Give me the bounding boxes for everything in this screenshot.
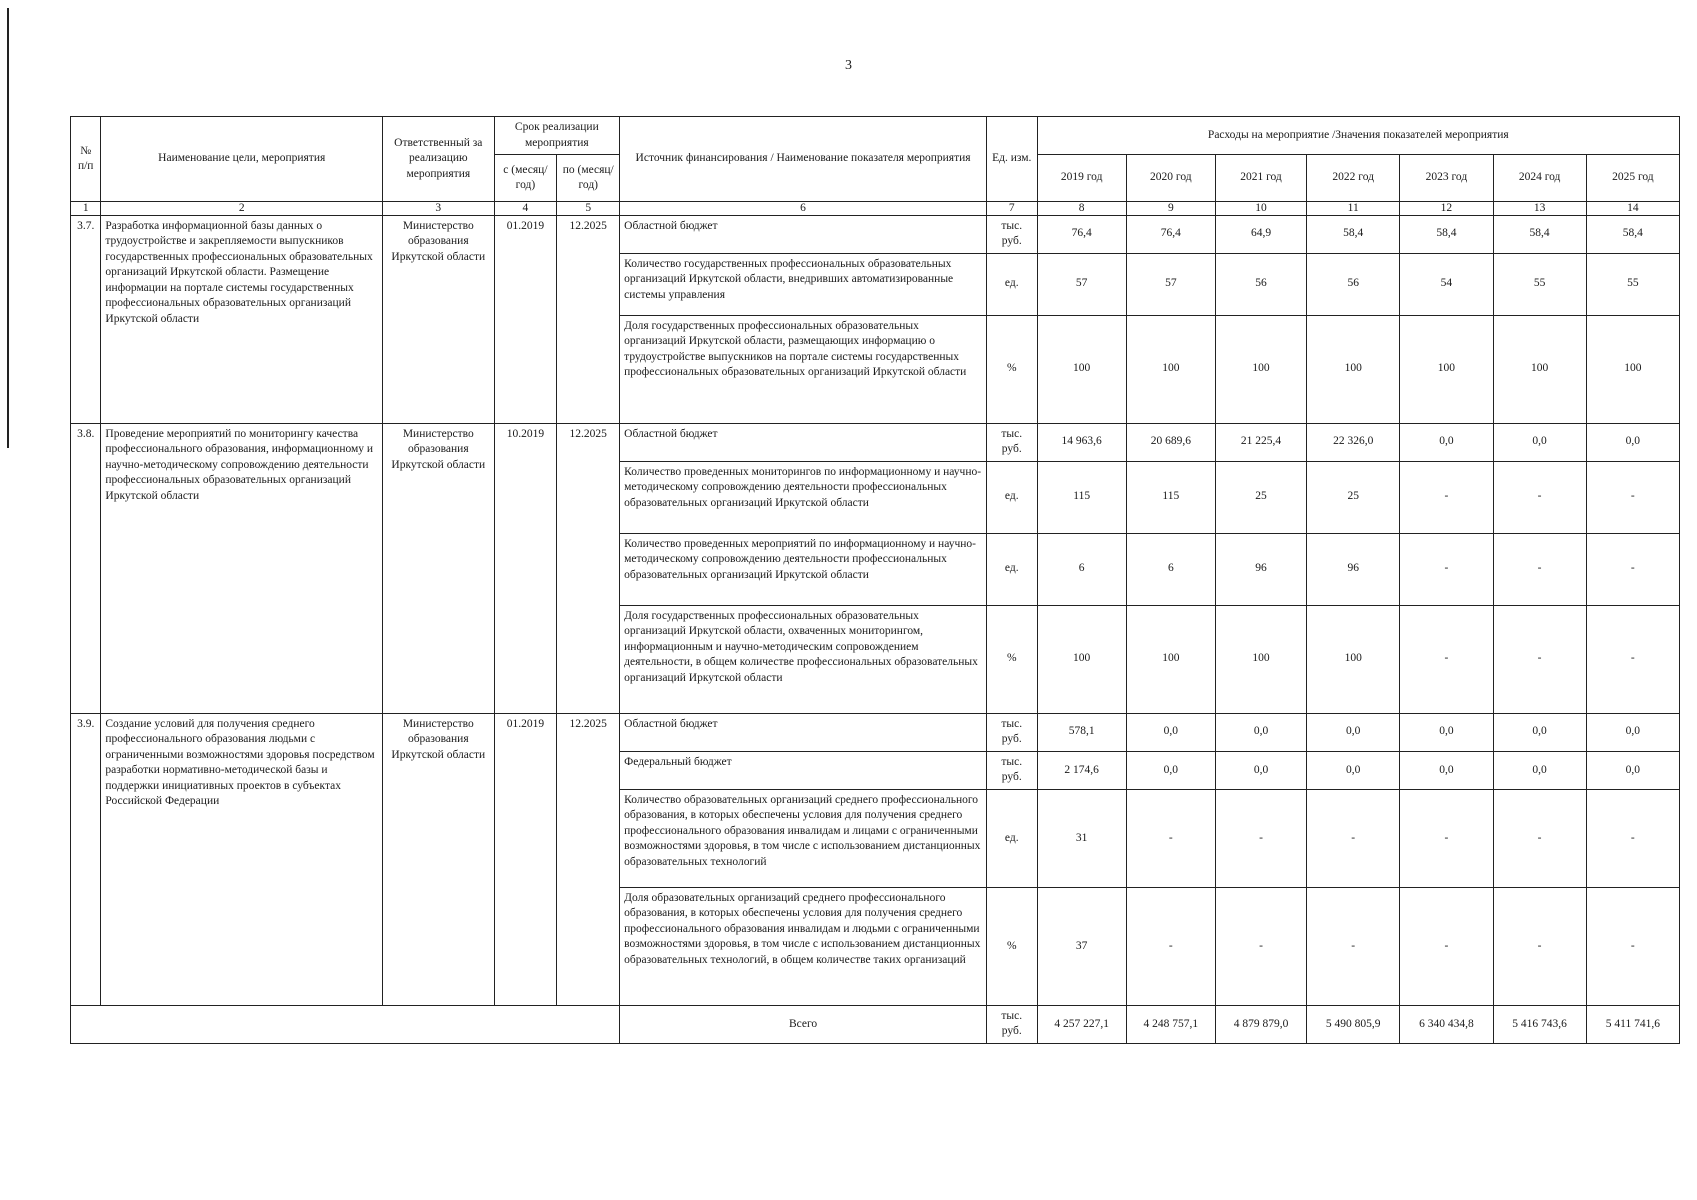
header-responsible: Ответственный за реализацию мероприятия bbox=[383, 117, 494, 202]
year-value: 115 bbox=[1037, 461, 1126, 533]
source-indicator: Количество государственных профессиональных образовательных организаций Иркутской области, внедривших автоматизированные системы управления bbox=[620, 253, 987, 315]
activity-number: 3.9. bbox=[71, 713, 101, 1005]
year-value: - bbox=[1400, 533, 1493, 605]
header-year: 2020 год bbox=[1126, 155, 1215, 202]
unit: тыс. руб. bbox=[986, 423, 1037, 461]
year-value: 578,1 bbox=[1037, 713, 1126, 751]
year-value: 100 bbox=[1307, 315, 1400, 423]
year-value: 54 bbox=[1400, 253, 1493, 315]
year-value: - bbox=[1493, 887, 1586, 1005]
year-value: 31 bbox=[1037, 789, 1126, 887]
activity-end: 12.2025 bbox=[557, 713, 620, 1005]
activities-body bbox=[71, 215, 1680, 1043]
activities-table bbox=[70, 116, 1680, 1044]
table-row bbox=[71, 423, 1680, 461]
unit: ед. bbox=[986, 533, 1037, 605]
header-num: № п/п bbox=[71, 117, 101, 202]
header-period-from: с (месяц/ год) bbox=[494, 155, 557, 202]
year-value: 76,4 bbox=[1037, 215, 1126, 253]
unit: % bbox=[986, 887, 1037, 1005]
unit: ед. bbox=[986, 789, 1037, 887]
year-value: 100 bbox=[1215, 605, 1306, 713]
activity-responsible: Министерство образования Иркутской области bbox=[383, 215, 494, 423]
total-value: 4 248 757,1 bbox=[1126, 1005, 1215, 1043]
year-value: - bbox=[1586, 605, 1679, 713]
activity-responsible: Министерство образования Иркутской области bbox=[383, 713, 494, 1005]
year-value: 96 bbox=[1307, 533, 1400, 605]
year-value: 55 bbox=[1586, 253, 1679, 315]
page-number: 3 bbox=[845, 58, 852, 73]
year-value: 58,4 bbox=[1307, 215, 1400, 253]
year-value: 58,4 bbox=[1400, 215, 1493, 253]
column-number: 9 bbox=[1126, 202, 1215, 216]
year-value: 0,0 bbox=[1215, 713, 1306, 751]
year-value: 96 bbox=[1215, 533, 1306, 605]
year-value: 20 689,6 bbox=[1126, 423, 1215, 461]
column-number: 12 bbox=[1400, 202, 1493, 216]
year-value: - bbox=[1493, 461, 1586, 533]
year-value: 100 bbox=[1586, 315, 1679, 423]
year-value: 0,0 bbox=[1307, 713, 1400, 751]
year-value: - bbox=[1400, 461, 1493, 533]
year-value: 0,0 bbox=[1215, 751, 1306, 789]
unit: % bbox=[986, 605, 1037, 713]
column-number: 14 bbox=[1586, 202, 1679, 216]
year-value: 0,0 bbox=[1586, 423, 1679, 461]
year-value: 58,4 bbox=[1586, 215, 1679, 253]
header-source: Источник финансирования / Наименование показателя мероприятия bbox=[620, 117, 987, 202]
year-value: - bbox=[1126, 887, 1215, 1005]
year-value: 56 bbox=[1215, 253, 1306, 315]
source-indicator: Доля государственных профессиональных образовательных организаций Иркутской области, размещающих информацию о трудоустройстве выпускников на портале системы государственных профессиональных образовательных организаций Иркутской области bbox=[620, 315, 987, 423]
activity-end: 12.2025 bbox=[557, 215, 620, 423]
year-value: 0,0 bbox=[1307, 751, 1400, 789]
year-value: 6 bbox=[1126, 533, 1215, 605]
header-expenses: Расходы на мероприятие /Значения показателей мероприятия bbox=[1037, 117, 1679, 155]
activity-start: 01.2019 bbox=[494, 215, 557, 423]
year-value: 0,0 bbox=[1586, 751, 1679, 789]
column-number: 8 bbox=[1037, 202, 1126, 216]
year-value: 6 bbox=[1037, 533, 1126, 605]
header-unit: Ед. изм. bbox=[986, 117, 1037, 202]
year-value: 100 bbox=[1493, 315, 1586, 423]
column-number: 10 bbox=[1215, 202, 1306, 216]
year-value: - bbox=[1493, 533, 1586, 605]
unit: тыс. руб. bbox=[986, 713, 1037, 751]
header-year: 2021 год bbox=[1215, 155, 1306, 202]
source-indicator: Доля образовательных организаций среднего профессионального образования, в которых обеспечены условия для получения среднего профессионального образования инвалидам и людьми с ограниченными возможностями здоровья, в том числе с использованием дистанционных образовательных технологий, в общем количестве таких организаций bbox=[620, 887, 987, 1005]
header-name: Наименование цели, мероприятия bbox=[101, 117, 383, 202]
total-blank bbox=[71, 1005, 620, 1043]
column-numbers-row bbox=[71, 202, 1680, 216]
year-value: 25 bbox=[1307, 461, 1400, 533]
total-value: 6 340 434,8 bbox=[1400, 1005, 1493, 1043]
year-value: - bbox=[1215, 789, 1306, 887]
column-number: 6 bbox=[620, 202, 987, 216]
header-year: 2024 год bbox=[1493, 155, 1586, 202]
year-value: 100 bbox=[1307, 605, 1400, 713]
year-value: 25 bbox=[1215, 461, 1306, 533]
year-value: 100 bbox=[1126, 315, 1215, 423]
column-number: 11 bbox=[1307, 202, 1400, 216]
year-value: 0,0 bbox=[1493, 713, 1586, 751]
year-value: 100 bbox=[1037, 315, 1126, 423]
year-value: 57 bbox=[1126, 253, 1215, 315]
source-indicator: Доля государственных профессиональных образовательных организаций Иркутской области, охваченных мониторингом, информационным и научно-методическим сопровождением деятельности, в общем количестве профессиональных образовательных организаций Иркутской области bbox=[620, 605, 987, 713]
header-year: 2022 год bbox=[1307, 155, 1400, 202]
total-value: 5 411 741,6 bbox=[1586, 1005, 1679, 1043]
activity-end: 12.2025 bbox=[557, 423, 620, 713]
column-number: 3 bbox=[383, 202, 494, 216]
year-value: 100 bbox=[1400, 315, 1493, 423]
activity-start: 10.2019 bbox=[494, 423, 557, 713]
source-indicator: Областной бюджет bbox=[620, 215, 987, 253]
year-value: 100 bbox=[1037, 605, 1126, 713]
year-value: 100 bbox=[1215, 315, 1306, 423]
year-value: 57 bbox=[1037, 253, 1126, 315]
year-value: 0,0 bbox=[1493, 751, 1586, 789]
total-value: 5 416 743,6 bbox=[1493, 1005, 1586, 1043]
total-label: Всего bbox=[620, 1005, 987, 1043]
scan-margin-line bbox=[7, 8, 9, 448]
column-number: 4 bbox=[494, 202, 557, 216]
year-value: - bbox=[1126, 789, 1215, 887]
unit: ед. bbox=[986, 461, 1037, 533]
year-value: 37 bbox=[1037, 887, 1126, 1005]
year-value: 64,9 bbox=[1215, 215, 1306, 253]
total-value: 4 879 879,0 bbox=[1215, 1005, 1306, 1043]
header-year: 2025 год bbox=[1586, 155, 1679, 202]
year-value: 2 174,6 bbox=[1037, 751, 1126, 789]
year-value: - bbox=[1586, 789, 1679, 887]
column-number: 5 bbox=[557, 202, 620, 216]
unit: тыс. руб. bbox=[986, 751, 1037, 789]
year-value: - bbox=[1493, 789, 1586, 887]
year-value: 0,0 bbox=[1400, 713, 1493, 751]
total-row bbox=[71, 1005, 1680, 1043]
header-year: 2023 год bbox=[1400, 155, 1493, 202]
year-value: - bbox=[1586, 533, 1679, 605]
header-year: 2019 год bbox=[1037, 155, 1126, 202]
source-indicator: Количество проведенных мониторингов по информационному и научно-методическому сопровождению деятельности профессиональных образовательных организаций Иркутской области bbox=[620, 461, 987, 533]
activity-name: Разработка информационной базы данных о трудоустройстве и закрепляемости выпускников государственных профессиональных образовательных организаций Иркутской области. Размещение информации на портале системы государственных профессиональных образовательных организаций Иркутской области bbox=[101, 215, 383, 423]
header-period: Срок реализации мероприятия bbox=[494, 117, 620, 155]
table-row bbox=[71, 713, 1680, 751]
header-period-to: по (месяц/ год) bbox=[557, 155, 620, 202]
year-value: - bbox=[1400, 789, 1493, 887]
year-value: 0,0 bbox=[1126, 751, 1215, 789]
activity-name: Проведение мероприятий по мониторингу качества профессионального образования, информационному и научно-методическому сопровождению деятельности профессиональных образовательных организаций Иркутской области bbox=[101, 423, 383, 713]
year-value: 22 326,0 bbox=[1307, 423, 1400, 461]
header-row-1 bbox=[71, 117, 1680, 155]
year-value: - bbox=[1215, 887, 1306, 1005]
column-number: 13 bbox=[1493, 202, 1586, 216]
year-value: 76,4 bbox=[1126, 215, 1215, 253]
year-value: 21 225,4 bbox=[1215, 423, 1306, 461]
activity-number: 3.8. bbox=[71, 423, 101, 713]
total-value: 5 490 805,9 bbox=[1307, 1005, 1400, 1043]
year-value: - bbox=[1586, 461, 1679, 533]
column-number: 1 bbox=[71, 202, 101, 216]
source-indicator: Количество проведенных мероприятий по информационному и научно-методическому сопровождению деятельности профессиональных образовательных организаций Иркутской области bbox=[620, 533, 987, 605]
activity-number: 3.7. bbox=[71, 215, 101, 423]
table-row bbox=[71, 215, 1680, 253]
year-value: - bbox=[1400, 605, 1493, 713]
unit: % bbox=[986, 315, 1037, 423]
year-value: 100 bbox=[1126, 605, 1215, 713]
column-number: 7 bbox=[986, 202, 1037, 216]
activity-name: Создание условий для получения среднего профессионального образования людьми с ограниченными возможностями здоровья посредством разработки нормативно-методической базы и поддержки инициативных проектов в субъектах Российской Федерации bbox=[101, 713, 383, 1005]
total-value: 4 257 227,1 bbox=[1037, 1005, 1126, 1043]
year-value: 0,0 bbox=[1400, 751, 1493, 789]
activity-start: 01.2019 bbox=[494, 713, 557, 1005]
year-value: 55 bbox=[1493, 253, 1586, 315]
source-indicator: Количество образовательных организаций среднего профессионального образования, в которых обеспечены условия для получения среднего профессионального образования инвалидам и лицами с ограниченными возможностями здоровья, в том числе с использованием дистанционных образовательных технологий bbox=[620, 789, 987, 887]
year-value: - bbox=[1586, 887, 1679, 1005]
year-value: - bbox=[1493, 605, 1586, 713]
year-value: 0,0 bbox=[1126, 713, 1215, 751]
year-value: - bbox=[1400, 887, 1493, 1005]
year-value: 56 bbox=[1307, 253, 1400, 315]
year-value: 0,0 bbox=[1586, 713, 1679, 751]
year-value: 58,4 bbox=[1493, 215, 1586, 253]
source-indicator: Федеральный бюджет bbox=[620, 751, 987, 789]
total-unit: тыс. руб. bbox=[986, 1005, 1037, 1043]
activity-responsible: Министерство образования Иркутской области bbox=[383, 423, 494, 713]
unit: ед. bbox=[986, 253, 1037, 315]
source-indicator: Областной бюджет bbox=[620, 713, 987, 751]
year-value: - bbox=[1307, 789, 1400, 887]
column-number: 2 bbox=[101, 202, 383, 216]
year-value: - bbox=[1307, 887, 1400, 1005]
year-value: 115 bbox=[1126, 461, 1215, 533]
year-value: 0,0 bbox=[1493, 423, 1586, 461]
source-indicator: Областной бюджет bbox=[620, 423, 987, 461]
unit: тыс. руб. bbox=[986, 215, 1037, 253]
year-value: 14 963,6 bbox=[1037, 423, 1126, 461]
year-value: 0,0 bbox=[1400, 423, 1493, 461]
